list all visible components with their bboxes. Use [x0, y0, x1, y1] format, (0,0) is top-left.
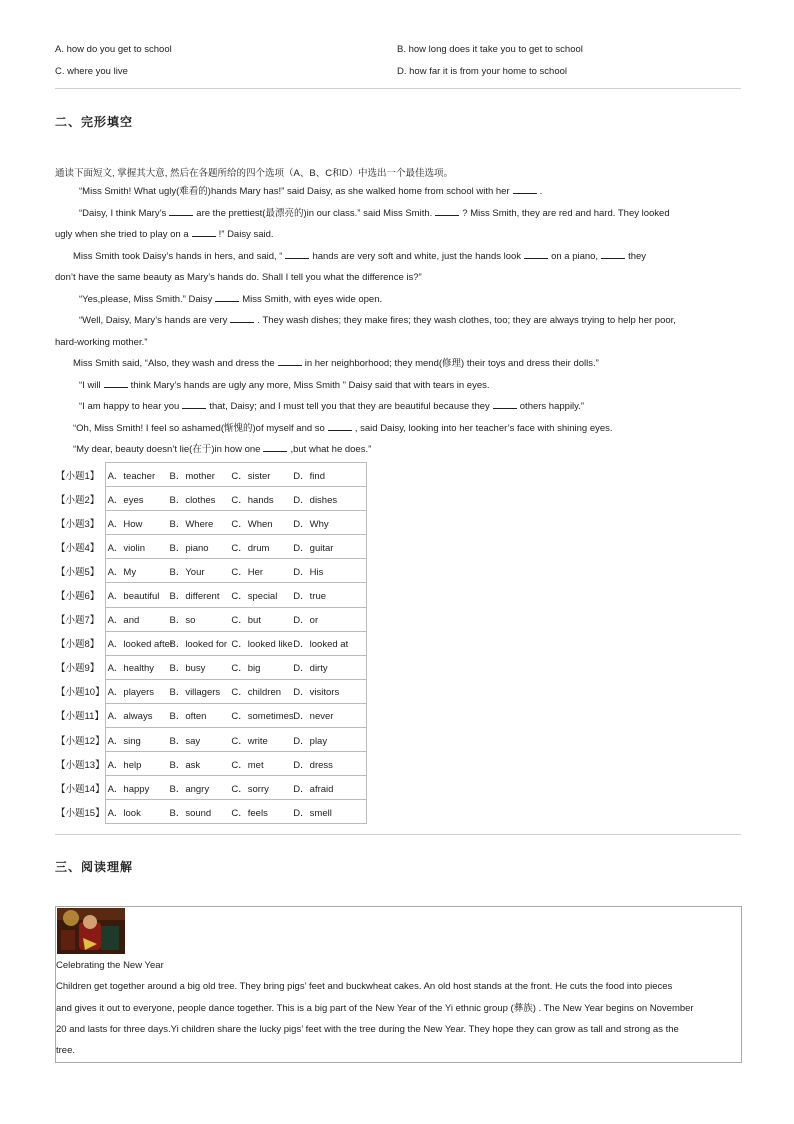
choice-option[interactable]: C．met — [231, 759, 264, 771]
choice-option[interactable]: C．but — [231, 615, 261, 627]
cloze-line — [55, 332, 743, 354]
question-options — [105, 655, 366, 679]
question-options — [105, 800, 366, 824]
question-options — [105, 583, 366, 607]
cloze-text: . — [539, 186, 543, 197]
question-row — [55, 631, 366, 655]
cloze-text: in her neighborhood; they mend(修理) their toys and dress their dolls.” — [304, 358, 599, 369]
cloze-text: . They wash dishes; they make fires; they wash clothes, too; they are always trying to help her poor, — [257, 315, 676, 326]
cloze-text: hard-working mother.” — [55, 336, 148, 348]
cloze-text: “I am happy to hear you — [79, 401, 180, 412]
choice-option[interactable]: B．Where — [169, 518, 214, 530]
choice-option[interactable]: B．villagers — [169, 687, 221, 699]
cloze-text: ugly when she tried to play on a — [55, 229, 189, 240]
question-label: 【小题13】 — [56, 759, 105, 771]
choice-option[interactable]: A．violin — [107, 542, 146, 554]
cloze-text: !” Daisy said. — [218, 229, 274, 240]
answer-blank — [104, 378, 128, 388]
answer-blank — [435, 206, 459, 216]
question-row — [55, 776, 366, 800]
divider — [55, 834, 741, 835]
question-label: 【小题5】 — [56, 566, 100, 578]
choice-option[interactable]: A．sing — [107, 735, 141, 747]
option-d: D. how far it is from your home to school — [397, 66, 568, 77]
choice-option[interactable]: A．always — [107, 711, 153, 723]
cloze-text: “I will — [79, 379, 101, 391]
cloze-line — [55, 267, 743, 289]
reading-line: Children get together around a big old tree. They bring pigs’ feet and buckwheat cakes. An old host stands at the front. He cuts the food into pieces — [56, 981, 673, 993]
question-options — [105, 487, 366, 511]
choice-option[interactable]: B．mother — [169, 470, 215, 482]
question-label: 【小题8】 — [56, 639, 100, 651]
answer-blank — [182, 399, 206, 409]
choice-option[interactable]: C．children — [231, 687, 282, 699]
cloze-text: “Oh, Miss Smith! I feel so ashamed(惭愧的)of myself and so — [73, 422, 325, 434]
cloze-line — [55, 353, 743, 375]
cloze-text: they — [628, 250, 647, 262]
cloze-line — [55, 246, 743, 268]
choice-option[interactable]: D．visitors — [293, 687, 340, 699]
choice-option[interactable]: C．big — [231, 663, 261, 675]
divider — [55, 88, 741, 89]
cloze-text: “Daisy, I think Mary’s — [79, 207, 167, 219]
reading-line: tree. — [56, 1045, 76, 1057]
choice-option[interactable]: C．drum — [231, 542, 270, 554]
question-label: 【小题3】 — [56, 518, 100, 530]
question-options — [105, 752, 366, 776]
answer-blank — [524, 249, 548, 259]
question-row — [55, 535, 366, 559]
choice-option[interactable]: D．smell — [293, 807, 332, 819]
option-b: B. how long does it take you to get to school — [397, 44, 583, 55]
cloze-text: on a piano, — [551, 250, 599, 262]
question-options — [105, 703, 366, 727]
choice-option[interactable]: A．look — [107, 807, 141, 819]
choice-option[interactable]: D．or — [293, 615, 319, 627]
choice-option[interactable]: A．players — [107, 687, 155, 699]
question-label: 【小题14】 — [56, 783, 105, 795]
question-label: 【小题4】 — [56, 542, 100, 554]
cloze-text: Miss Smith, with eyes wide open. — [242, 293, 383, 305]
question-label: 【小题9】 — [56, 663, 100, 675]
cloze-text: think Mary’s hands are ugly any more, Miss Smith ” Daisy said that with tears in eyes. — [130, 379, 490, 391]
cloze-text: “My dear, beauty doesn’t lie(在于)in how one — [73, 444, 261, 455]
choice-option[interactable]: A．help — [107, 759, 142, 771]
reading-passage — [56, 955, 739, 1061]
cloze-text: , said Daisy, looking into her teacher’s face with shining eyes. — [354, 422, 613, 434]
answer-blank — [263, 442, 287, 452]
question-options — [105, 559, 366, 583]
choice-option[interactable]: C．feels — [231, 807, 268, 819]
cloze-text: “Yes,please, Miss Smith.” Daisy — [79, 293, 213, 305]
question-label: 【小题7】 — [56, 615, 100, 627]
cloze-text: ,but what he does.” — [290, 444, 372, 455]
question-label: 【小题2】 — [56, 494, 100, 506]
choice-option[interactable]: A．My — [107, 566, 137, 578]
choice-option[interactable]: D．never — [293, 711, 334, 723]
choice-option[interactable]: B．piano — [169, 542, 209, 554]
cloze-text: Miss Smith took Daisy’s hands in hers, and said, “ — [73, 250, 283, 262]
cloze-line — [55, 310, 743, 332]
choice-option[interactable]: B．say — [169, 735, 201, 747]
choice-option[interactable]: D．play — [293, 735, 328, 747]
cloze-text: are the prettiest(最漂亮的)in our class.” said Miss Smith. — [196, 207, 433, 219]
cloze-line — [55, 289, 743, 311]
answer-blank — [285, 249, 309, 259]
reading-passage-box — [55, 906, 742, 1063]
question-label: 【小题10】 — [56, 687, 105, 699]
question-label: 【小题6】 — [56, 591, 100, 603]
cloze-instruction: 通读下面短文, 掌握其大意, 然后在各题所给的四个选项（A、B、C和D）中选出一个最佳选项。 — [55, 168, 453, 179]
cloze-line — [55, 224, 743, 246]
section-title-reading: 三、阅读理解 — [55, 860, 134, 874]
question-row — [55, 583, 366, 607]
choice-option[interactable]: D．dirty — [293, 663, 328, 675]
question-row — [55, 487, 366, 511]
choice-option[interactable]: C．write — [231, 735, 268, 747]
choice-option[interactable]: C．sometimes — [231, 711, 294, 723]
cloze-passage — [55, 181, 743, 461]
question-options — [105, 511, 366, 535]
choice-option[interactable]: C．Her — [231, 566, 264, 578]
cloze-line — [55, 203, 743, 225]
cloze-line — [55, 396, 743, 418]
choice-option[interactable]: B．different — [169, 591, 220, 603]
cloze-text: others happily.” — [519, 401, 585, 412]
choice-option[interactable]: D．true — [293, 591, 327, 603]
question-row — [55, 511, 366, 535]
choice-option[interactable]: B．busy — [169, 663, 206, 675]
question-label: 【小题12】 — [56, 735, 105, 747]
question-row — [55, 679, 366, 703]
question-row — [55, 559, 366, 583]
choice-option[interactable]: C．hands — [231, 494, 274, 506]
choice-option[interactable]: C．sister — [231, 470, 271, 482]
cloze-text: Miss Smith said, “Also, they wash and dress the — [73, 358, 275, 369]
choice-option[interactable]: C．When — [231, 518, 273, 530]
choice-option[interactable]: B．often — [169, 711, 207, 723]
answer-blank — [278, 356, 302, 366]
cloze-text: hands are very soft and white, just the hands look — [312, 250, 522, 262]
answer-blank — [328, 421, 352, 431]
choice-option[interactable]: C．sorry — [231, 783, 269, 795]
answer-blank — [215, 292, 239, 302]
choice-option[interactable]: A．eyes — [107, 494, 144, 506]
cloze-text: don’t have the same beauty as Mary’s hands do. Shall I tell you what the difference is?” — [55, 272, 422, 283]
choice-option[interactable]: A．and — [107, 615, 140, 627]
choice-option[interactable]: D．dishes — [293, 494, 338, 506]
choice-option[interactable]: A．looked after — [107, 639, 174, 651]
choice-option[interactable]: B．ask — [169, 759, 201, 771]
question-table — [55, 462, 367, 824]
question-row — [55, 728, 366, 752]
choice-option[interactable]: A．beautiful — [107, 591, 160, 603]
cloze-text: “Well, Daisy, Mary’s hands are very — [79, 315, 228, 326]
option-a: A. how do you get to school — [55, 44, 172, 55]
choice-option[interactable]: D．looked at — [293, 639, 349, 651]
cloze-line — [55, 375, 743, 397]
question-row — [55, 655, 366, 679]
question-options — [105, 728, 366, 752]
choice-option[interactable]: D．guitar — [293, 542, 334, 554]
choice-option[interactable]: A．happy — [107, 783, 150, 795]
question-options — [105, 631, 366, 655]
answer-blank — [493, 399, 517, 409]
question-label: 【小题11】 — [56, 711, 104, 723]
answer-blank — [601, 249, 625, 259]
question-label: 【小题15】 — [56, 807, 105, 819]
answer-blank — [513, 184, 537, 194]
question-row — [55, 800, 366, 824]
question-options — [105, 607, 366, 631]
reading-line: 20 and lasts for three days.Yi children share the lucky pigs’ feet with the tree during the New Year. They hope they can grow as tall and strong as the — [56, 1023, 679, 1035]
question-options — [105, 535, 366, 559]
section-title-cloze: 二、完形填空 — [55, 115, 134, 129]
answer-blank — [192, 227, 216, 237]
cloze-text: “Miss Smith! What ugly(难看的)hands Mary has!” said Daisy, as she walked home from school with her — [79, 186, 510, 197]
question-row — [55, 703, 366, 727]
question-row — [55, 463, 366, 487]
cloze-line — [55, 439, 743, 461]
choice-option[interactable]: C．special — [231, 591, 278, 603]
answer-blank — [169, 206, 193, 216]
choice-option[interactable]: D．find — [293, 470, 325, 482]
new-year-photo — [57, 908, 125, 954]
question-row — [55, 752, 366, 776]
answer-blank — [230, 313, 254, 323]
question-row — [55, 607, 366, 631]
choice-option[interactable]: C．looked like — [231, 639, 293, 651]
choice-option[interactable]: D．afraid — [293, 783, 334, 795]
choice-option[interactable]: A．healthy — [107, 663, 155, 675]
choice-option[interactable]: A．How — [107, 518, 143, 530]
question-options — [105, 463, 366, 487]
choice-option[interactable]: B．clothes — [169, 494, 216, 506]
reading-heading: Celebrating the New Year — [56, 960, 164, 971]
choice-option[interactable]: B．looked for — [169, 639, 228, 651]
cloze-text: that, Daisy; and I must tell you that they are beautiful because they — [209, 401, 490, 412]
question-options — [105, 776, 366, 800]
choice-option[interactable]: B．Your — [169, 566, 205, 578]
cloze-line — [55, 181, 743, 203]
choice-option[interactable]: D．His — [293, 566, 324, 578]
question-label: 【小题1】 — [56, 470, 100, 482]
choice-option[interactable]: B．so — [169, 615, 196, 627]
choice-option[interactable]: A．teacher — [107, 470, 156, 482]
choice-option[interactable]: B．sound — [169, 807, 212, 819]
reading-line: and gives it out to everyone, people dance together. This is a big part of the New Year of the Yi ethnic group (彝族) . The New Year begins on November — [56, 1002, 694, 1014]
choice-option[interactable]: B．angry — [169, 783, 210, 795]
choice-option[interactable]: D．Why — [293, 518, 329, 530]
cloze-line — [55, 418, 743, 440]
choice-option[interactable]: D．dress — [293, 759, 333, 771]
question-options — [105, 679, 366, 703]
option-c: C. where you live — [55, 66, 128, 77]
cloze-text: ? Miss Smith, they are red and hard. They looked — [462, 207, 670, 219]
